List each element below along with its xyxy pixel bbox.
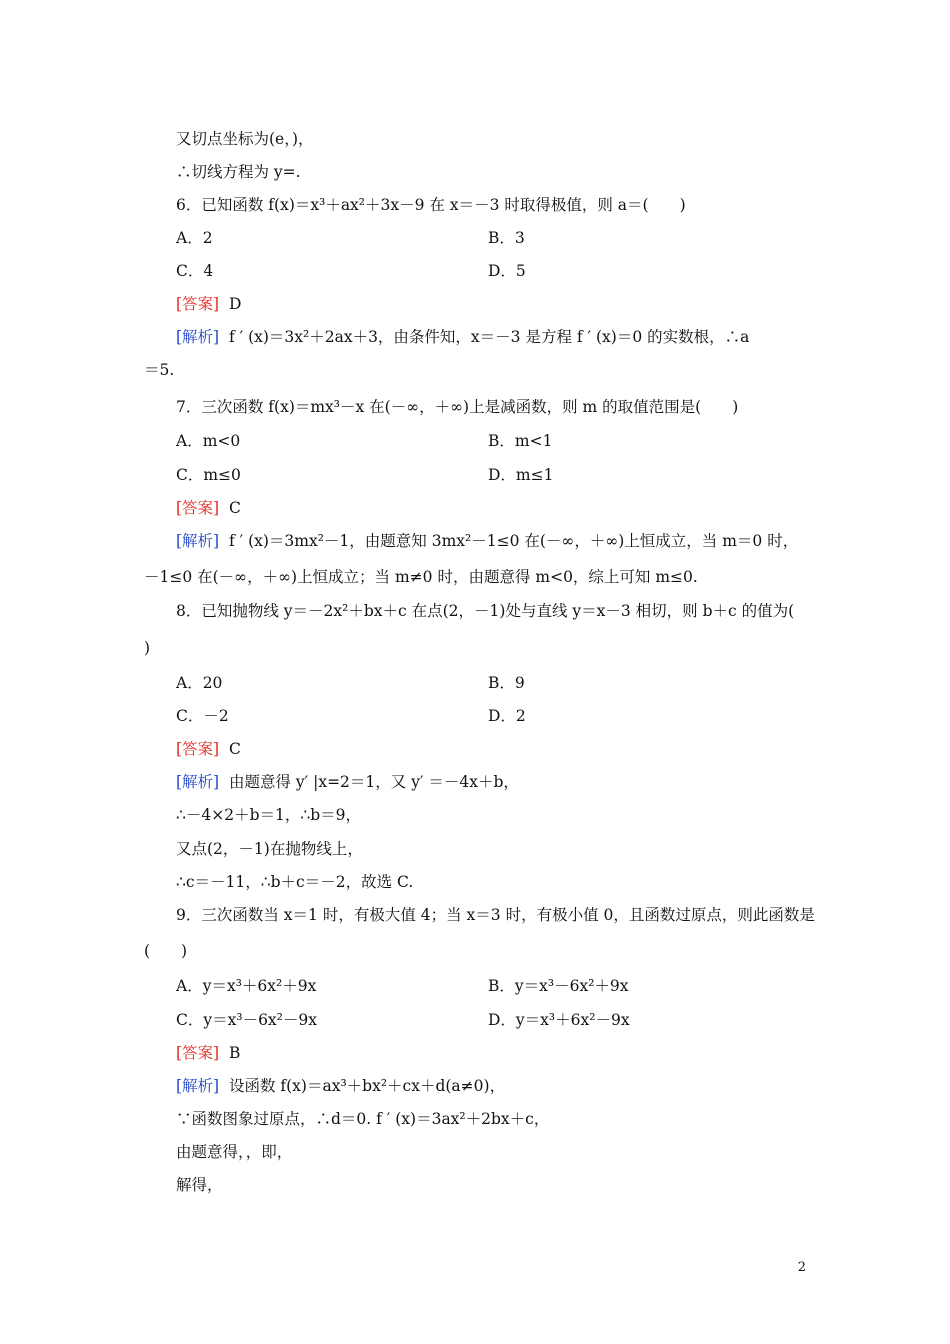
option-b: B．3 [488, 229, 525, 247]
answer-line [176, 497, 241, 519]
option-b: B．m<1 [488, 432, 553, 450]
explain-line: ∴c＝－11，∴b＋c＝－2，故选 C. [176, 873, 414, 891]
answer-tag: [答案] [176, 499, 220, 517]
answer-line [176, 1042, 240, 1064]
explain-line: ∴－4×2＋b＝1，∴b＝9， [176, 806, 362, 824]
text-line: ) [144, 639, 151, 657]
answer-line [176, 738, 241, 760]
explain-tag: [解析] [176, 328, 220, 346]
answer-tag: [答案] [176, 295, 220, 313]
question-7: 7．三次函数 f(x)＝mx³－x 在(－∞，＋∞)上是减函数，则 m 的取值范围是( ) [176, 398, 739, 416]
answer-line [176, 293, 241, 315]
explain-text: 设函数 f(x)＝ax³＋bx²＋cx＋d(a≠0)， [228, 1077, 506, 1095]
explain-line: ＝5. [144, 361, 175, 379]
explain-line: 又点(2，－1)在抛物线上， [176, 840, 363, 858]
explain-line: 由题意得，，即， [176, 1143, 293, 1161]
option-d: D．y＝x³＋6x²－9x [488, 1011, 630, 1029]
option-a: A．20 [176, 674, 223, 692]
explain-text: f ′ (x)＝3mx²－1，由题意知 3mx²－1≤0 在(－∞，＋∞)上恒成立，当 m＝0 时， [228, 532, 799, 550]
explain-line: ∵函数图象过原点，∴d＝0. f ′ (x)＝3ax²＋2bx＋c， [176, 1110, 550, 1128]
answer-value: D [228, 295, 242, 313]
text-line: ( ) [144, 942, 188, 960]
explain-line: －1≤0 在(－∞，＋∞)上恒成立；当 m≠0 时，由题意得 m<0，综上可知 m≤0. [144, 568, 698, 586]
text-line: 又切点坐标为(e，)， [176, 130, 314, 148]
question-8: 8．已知抛物线 y＝－2x²＋bx＋c 在点(2，－1)处与直线 y＝x－3 相切，则 b＋c 的值为( [176, 602, 795, 620]
explain-text: f ′ (x)＝3x²＋2ax＋3，由条件知，x＝－3 是方程 f ′ (x)＝0 的实数根，∴a [228, 328, 750, 346]
option-c: C．y＝x³－6x²－9x [176, 1011, 317, 1029]
explain-line: 解得， [176, 1176, 223, 1194]
explain-tag: [解析] [176, 532, 220, 550]
question-9: 9．三次函数当 x＝1 时，有极大值 4；当 x＝3 时，有极小值 0，且函数过原点，则此函数是 [176, 906, 815, 924]
question-6: 6．已知函数 f(x)＝x³＋ax²＋3x－9 在 x＝－3 时取得极值，则 a＝( ) [176, 196, 686, 214]
explain-line [176, 530, 798, 552]
explain-tag: [解析] [176, 773, 220, 791]
option-c: C．－2 [176, 707, 229, 725]
option-b: B．9 [488, 674, 525, 692]
answer-tag: [答案] [176, 1044, 220, 1062]
option-c: C．4 [176, 262, 214, 280]
option-a: A．m<0 [176, 432, 241, 450]
option-d: D．2 [488, 707, 526, 725]
page-number: 2 [797, 1260, 806, 1275]
explain-line [176, 326, 749, 348]
answer-value: C [228, 740, 241, 758]
option-c: C．m≤0 [176, 466, 241, 484]
explain-line [176, 771, 519, 793]
explain-text: 由题意得 y′ |x=2＝1，又 y′ ＝－4x＋b， [228, 773, 519, 791]
option-d: D．5 [488, 262, 526, 280]
option-d: D．m≤1 [488, 466, 554, 484]
text-line: ∴切线方程为 y=. [176, 163, 301, 181]
option-b: B．y＝x³－6x²＋9x [488, 977, 629, 995]
option-a: A．y＝x³＋6x²＋9x [176, 977, 317, 995]
explain-line [176, 1075, 505, 1097]
answer-tag: [答案] [176, 740, 220, 758]
explain-tag: [解析] [176, 1077, 220, 1095]
option-a: A．2 [176, 229, 213, 247]
answer-value: B [228, 1044, 241, 1062]
answer-value: C [228, 499, 241, 517]
